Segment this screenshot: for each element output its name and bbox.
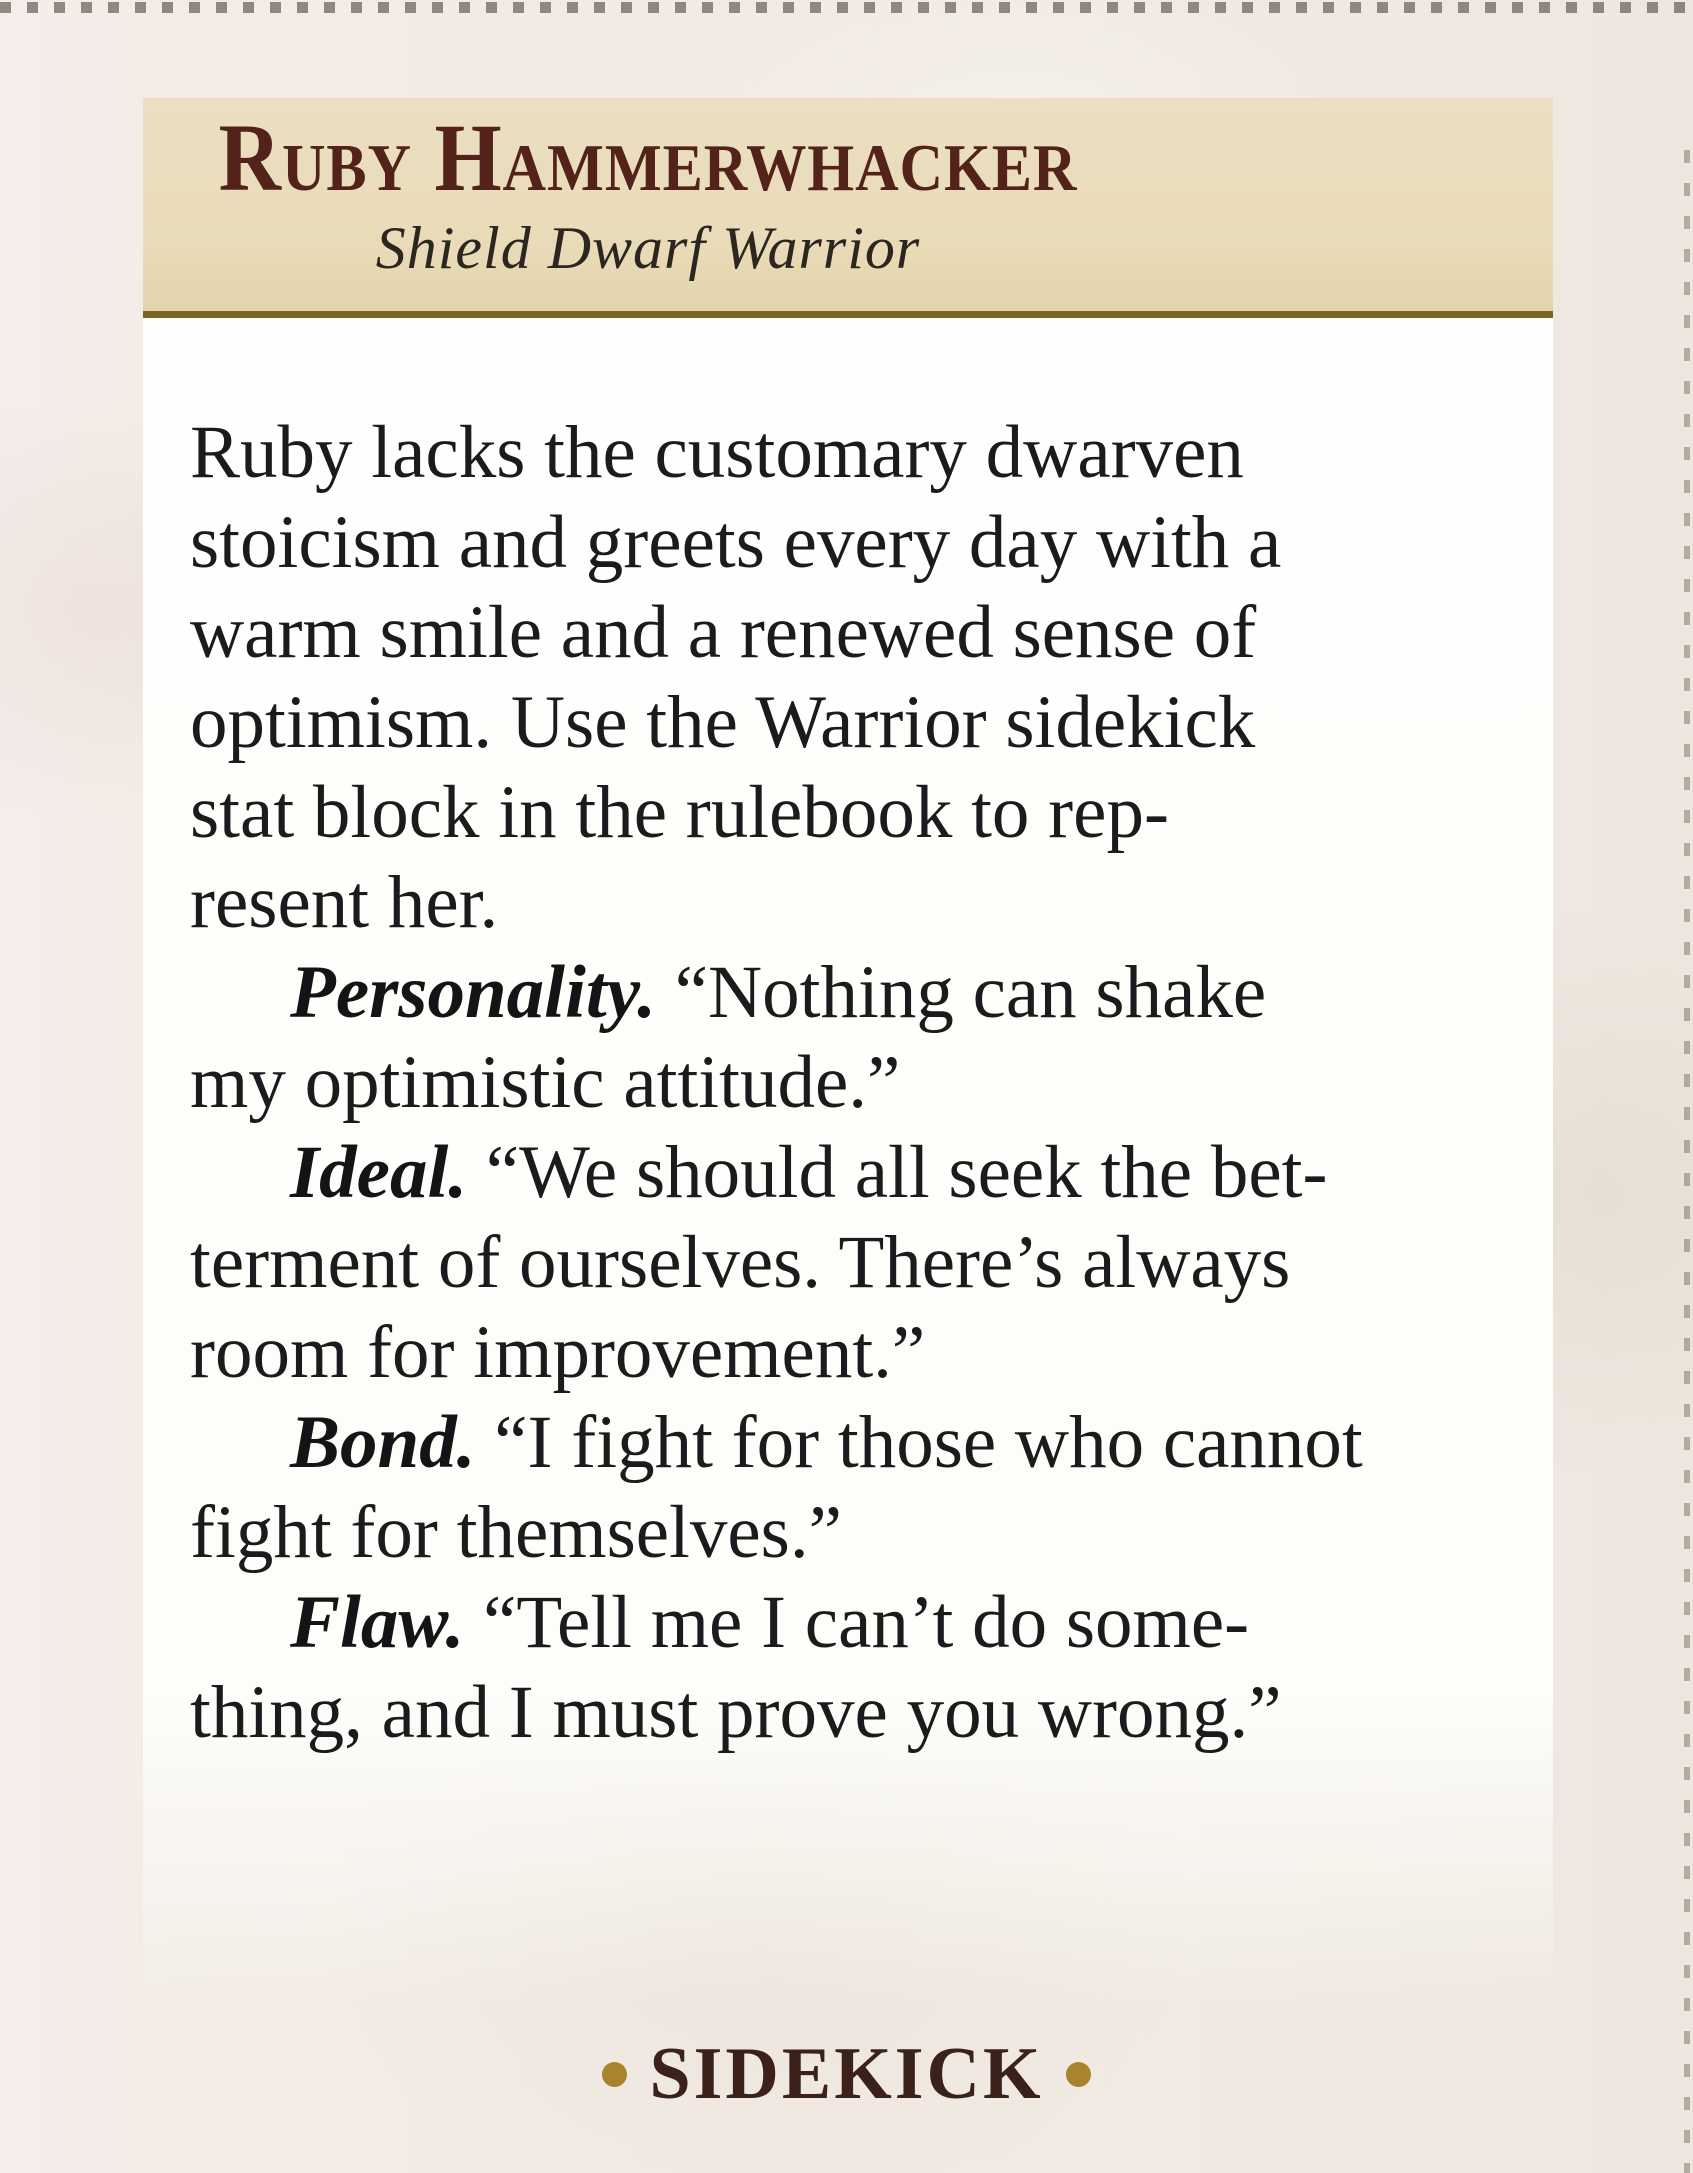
body-line — [190, 678, 1513, 768]
body-line-text: “Tell me I can’t do some- — [464, 1581, 1250, 1664]
card-header — [143, 98, 1553, 318]
body-line-text: room for improvement.” — [190, 1311, 926, 1394]
sidekick-footer — [0, 2034, 1693, 2114]
body-line — [190, 1308, 1513, 1398]
trait-label-ideal: Ideal. — [290, 1131, 468, 1214]
trait-label-bond: Bond. — [290, 1401, 476, 1484]
body-line-text: warm smile and a renewed sense of — [190, 591, 1257, 674]
body-line-text: terment of ourselves. There’s always — [190, 1221, 1291, 1304]
body-line-text: fight for themselves.” — [190, 1491, 842, 1574]
trait-label-personality: Personality. — [290, 951, 656, 1034]
body-line-text: my optimistic attitude.” — [190, 1041, 901, 1124]
body-line-bond — [190, 1398, 1513, 1488]
body-line-ideal — [190, 1128, 1513, 1218]
card-header-text — [143, 98, 1153, 284]
body-line-flaw — [190, 1578, 1513, 1668]
body-line — [190, 588, 1513, 678]
bullet-icon — [602, 2062, 627, 2087]
body-line — [190, 858, 1513, 948]
body-line — [190, 1488, 1513, 1578]
body-line-text: stat block in the rulebook to rep- — [190, 771, 1169, 854]
character-card — [143, 98, 1553, 2018]
card-subtitle: Shield Dwarf Warrior — [375, 215, 921, 281]
body-line-text: Ruby lacks the customary dwarven — [190, 411, 1244, 494]
body-line — [190, 1218, 1513, 1308]
trait-label-flaw: Flaw. — [290, 1581, 465, 1664]
body-line-text: optimism. Use the Warrior sidekick — [190, 681, 1256, 764]
body-line-text: thing, and I must prove you wrong.” — [190, 1671, 1282, 1754]
card-body — [143, 318, 1553, 2018]
body-line-text: “Nothing can shake — [655, 951, 1267, 1034]
body-line-text: resent her. — [190, 861, 499, 944]
footer-label: SIDEKICK — [649, 2033, 1044, 2115]
perforation-top-edge — [0, 2, 1693, 13]
body-line — [190, 408, 1513, 498]
body-line-text: “We should all seek the bet- — [467, 1131, 1328, 1214]
bullet-icon — [1066, 2062, 1091, 2087]
body-line-text: stoicism and greets every day with a — [190, 501, 1282, 584]
card-title: Ruby Hammerwhacker — [218, 104, 1078, 211]
body-line-personality — [190, 948, 1513, 1038]
body-line — [190, 1038, 1513, 1128]
body-line — [190, 1668, 1513, 1758]
body-line-text: “I fight for those who cannot — [475, 1401, 1363, 1484]
body-line — [190, 498, 1513, 588]
perforation-right-edge — [1684, 150, 1690, 2173]
body-line — [190, 768, 1513, 858]
